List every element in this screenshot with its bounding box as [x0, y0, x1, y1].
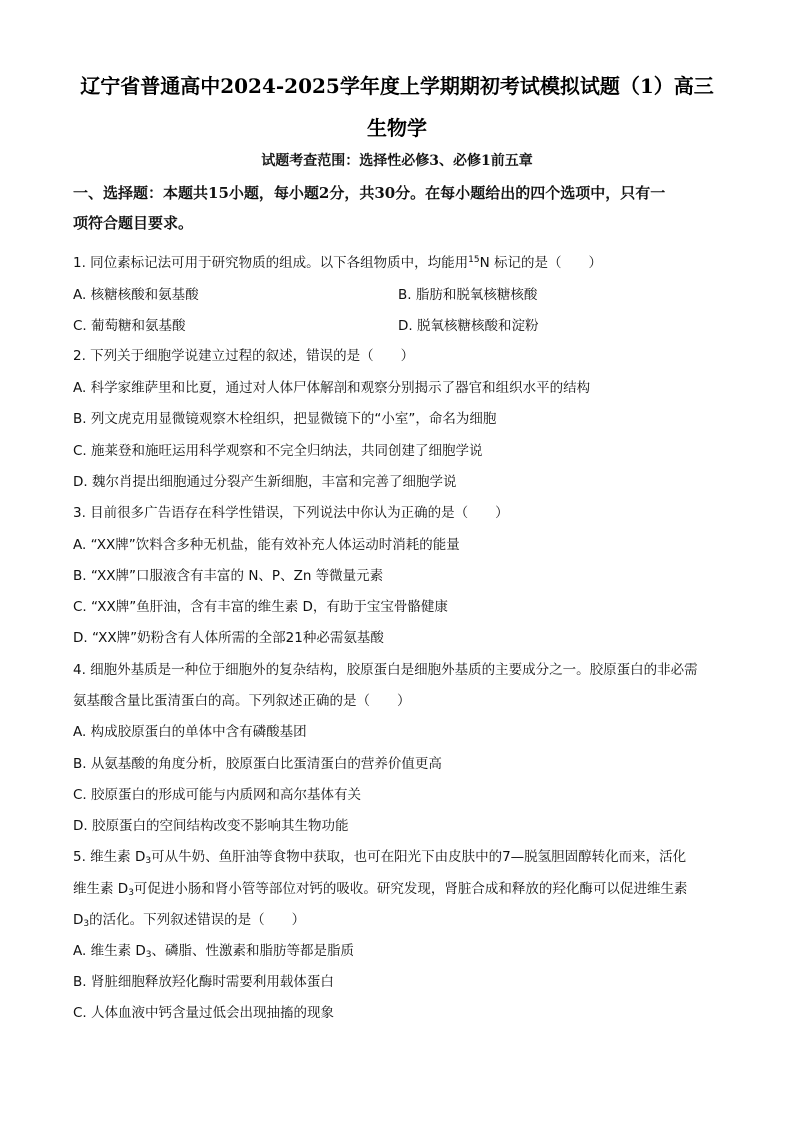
- question-1-option-a: A. 核糖核酸和氨基酸: [73, 287, 199, 303]
- question-4-stem-line1: 4. 细胞外基质是一种位于细胞外的复杂结构，胶原蛋白是细胞外基质的主要成分之一。胶原蛋白的非必需: [73, 662, 698, 678]
- question-2-option-a: A. 科学家维萨里和比夏，通过对人体尸体解剖和观察分别揭示了器官和组织水平的结构: [73, 380, 591, 396]
- question-3-stem: 3. 目前很多广告语存在科学性错误，下列说法中你认为正确的是（ ）: [73, 505, 509, 521]
- question-4-option-c: C. 胶原蛋白的形成可能与内质网和高尔基体有关: [73, 787, 362, 803]
- section-heading-line1: 一、选择题：本题共15小题，每小题2分，共30分。在每小题给出的四个选项中，只有一: [73, 184, 666, 202]
- question-4-option-a: A. 构成胶原蛋白的单体中含有磷酸基团: [73, 724, 307, 740]
- question-5-stem-line1: 5. 维生素 $D_3$可从牛奶、鱼肝油等食物中获取，也可在阳光下由皮肤中的7—脱氢胆固醇转化而来，活化: [73, 849, 687, 866]
- question-4-stem-line2: 氨基酸含量比蛋清蛋白的高。下列叙述正确的是（ ）: [73, 693, 411, 709]
- question-1-stem: 1. 同位素标记法可用于研究物质的组成。以下各组物质中，均能用$^{15}$N 标记的是（ ）: [73, 255, 603, 271]
- question-3-option-a: A. “XX牌”饮料含多种无机盐，能有效补充人体运动时消耗的能量: [73, 537, 460, 553]
- question-1-option-b: B. 脂肪和脱氧核糖核酸: [398, 287, 538, 303]
- exam-title-line1: 辽宁省普通高中2024-2025学年度上学期期初考试模拟试题（1）高三: [80, 74, 714, 98]
- question-5-option-b: B. 肾脏细胞释放羟化酶时需要利用载体蛋白: [73, 974, 334, 990]
- section-heading: [73, 178, 723, 238]
- question-2-stem: 2. 下列关于细胞学说建立过程的叙述，错误的是（ ）: [73, 348, 415, 364]
- question-5-option-c: C. 人体血液中钙含量过低会出现抽搐的现象: [73, 1005, 335, 1021]
- question-2-option-d: D. 魏尔肖提出细胞通过分裂产生新细胞，丰富和完善了细胞学说: [73, 474, 457, 490]
- question-3-option-d: D. “XX牌”奶粉含有人体所需的全部21种必需氨基酸: [73, 630, 384, 646]
- question-3-option-b: B. “XX牌”口服液含有丰富的 N、P、Zn 等微量元素: [73, 568, 384, 584]
- exam-scope: 试题考查范围：选择性必修3、必修1前五章: [261, 153, 533, 169]
- question-1-option-c: C. 葡萄糖和氨基酸: [73, 318, 186, 334]
- question-5-stem-line2: 维生素 $D_3$可促进小肠和肾小管等部位对钙的吸收。研究发现，肾脏合成和释放的羟化酶可以促进维生素: [73, 881, 688, 898]
- exam-title-line2: 生物学: [367, 116, 427, 140]
- question-1-option-d: D. 脱氧核糖核酸和淀粉: [398, 318, 539, 334]
- question-3-option-c: C. “XX牌”鱼肝油，含有丰富的维生素 D，有助于宝宝骨骼健康: [73, 599, 448, 615]
- question-5-option-a: A. 维生素 $D_3$、磷脂、性激素和脂肪等都是脂质: [73, 943, 355, 960]
- question-5-stem-line3: $D_3$的活化。下列叙述错误的是（ ）: [73, 912, 306, 929]
- question-2-option-c: C. 施莱登和施旺运用科学观察和不完全归纳法，共同创建了细胞学说: [73, 443, 483, 459]
- question-4-option-b: B. 从氨基酸的角度分析，胶原蛋白比蛋清蛋白的营养价值更高: [73, 756, 442, 772]
- question-2-option-b: B. 列文虎克用显微镜观察木栓组织，把显微镜下的“小室”，命名为细胞: [73, 411, 497, 427]
- question-4-option-d: D. 胶原蛋白的空间结构改变不影响其生物功能: [73, 818, 349, 834]
- section-heading-line2: 项符合题目要求。: [73, 214, 194, 232]
